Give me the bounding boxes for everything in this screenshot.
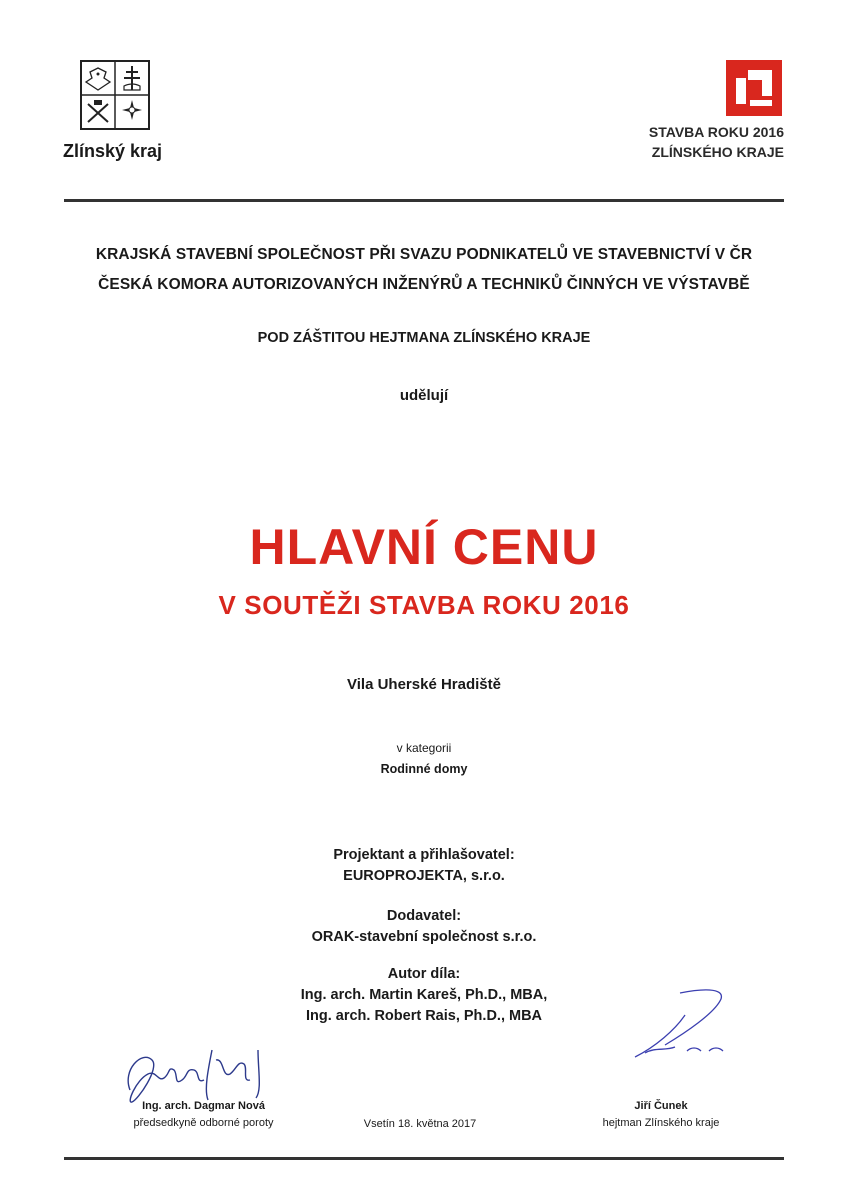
- author-value-2: Ing. arch. Robert Rais, Ph.D., MBA: [305, 1008, 543, 1024]
- designer-block: [0, 845, 848, 887]
- author-label: Autor díla:: [387, 966, 461, 982]
- organizer-2: ČESKÁ KOMORA AUTORIZOVANÝCH INŽENÝRŮ A TECHNIKŮ ČINNÝCH VE VÝSTAVBĚ: [98, 276, 750, 293]
- award-subtitle: V SOUTĚŽI STAVBA ROKU 2016: [218, 590, 630, 620]
- designer-label: Projektant a přihlašovatel:: [333, 847, 515, 863]
- region-name: Zlínský kraj: [63, 141, 163, 161]
- project-name: Vila Uherské Hradiště: [347, 676, 501, 693]
- category-label: v kategorii: [396, 741, 452, 755]
- contractor-value: ORAK-stavební společnost s.r.o.: [311, 929, 537, 945]
- jury-chair-block: [116, 1098, 291, 1132]
- patronage: POD ZÁŠTITOU HEJTMANA ZLÍNSKÉHO KRAJE: [257, 330, 591, 346]
- building-of-year-logo-icon: [726, 60, 782, 116]
- designer-value: EUROPROJEKTA, s.r.o.: [343, 868, 505, 884]
- governor-role: hejtman Zlínského kraje: [602, 1117, 720, 1129]
- regional-crest-icon: [80, 60, 150, 130]
- competition-heading: [649, 122, 784, 162]
- author-value-1: Ing. arch. Martin Kareš, Ph.D., MBA,: [300, 987, 548, 1003]
- governor-block: [596, 1098, 726, 1132]
- competition-heading-line1: STAVBA ROKU 2016: [648, 124, 784, 140]
- place-date: Vsetín 18. května 2017: [363, 1118, 477, 1130]
- bottom-divider: [64, 1157, 784, 1160]
- contractor-block: [0, 906, 848, 948]
- top-divider: [64, 199, 784, 202]
- jury-chair-name: Ing. arch. Dagmar Nová: [142, 1100, 265, 1112]
- competition-heading-line2: ZLÍNSKÉHO KRAJE: [651, 144, 784, 160]
- award-verb: udělují: [399, 387, 449, 404]
- jury-chair-role: předsedkyně odborné poroty: [133, 1117, 274, 1129]
- category-value: Rodinné domy: [380, 762, 468, 776]
- organizer-1: KRAJSKÁ STAVEBNÍ SPOLEČNOST PŘI SVAZU PODNIKATELŮ VE STAVEBNICTVÍ V ČR: [95, 246, 753, 263]
- governor-signature: [625, 985, 745, 1070]
- award-title: HLAVNÍ CENU: [249, 519, 599, 575]
- contractor-label: Dodavatel:: [386, 908, 462, 924]
- governor-name: Jiří Čunek: [634, 1100, 688, 1112]
